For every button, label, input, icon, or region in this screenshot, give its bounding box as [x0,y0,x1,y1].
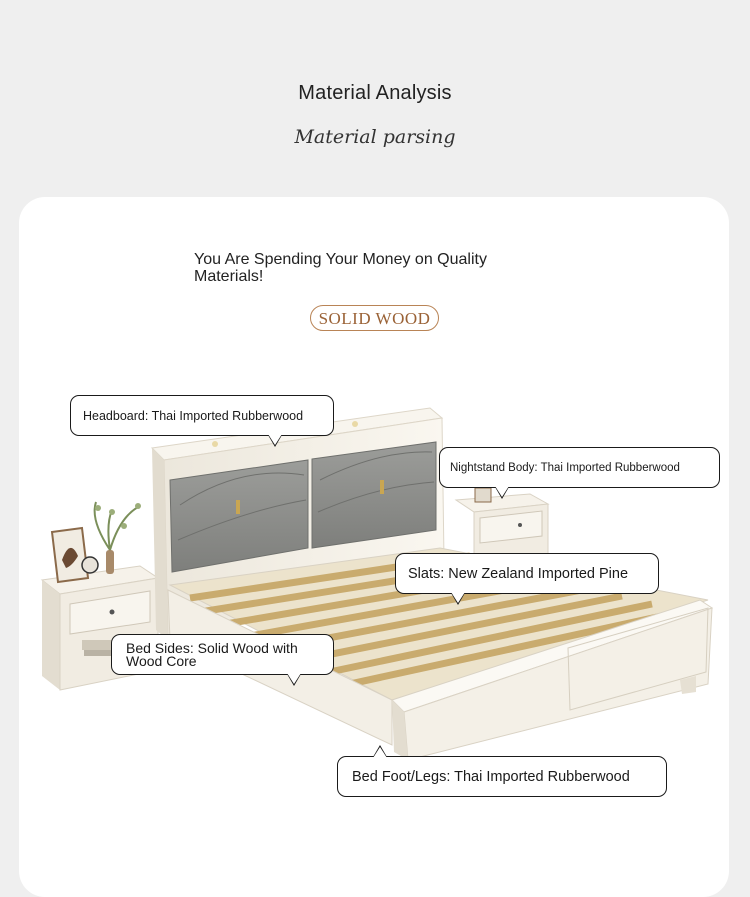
callout-headboard-text: Headboard: Thai Imported Rubberwood [83,408,304,423]
callout-nightstand-text: Nightstand Body: Thai Imported Rubberwood [450,461,680,474]
callout-bed-sides-text: Bed Sides: Solid Wood with Wood Core [126,639,298,669]
callout-headboard [70,395,334,436]
callout-slats-text: Slats: New Zealand Imported Pine [408,565,629,582]
callout-bed-sides [111,634,334,675]
section-headline: You Are Spending Your Money on Quality Materials! [194,251,487,285]
solid-wood-badge: SOLID WOOD [310,305,439,331]
page-subtitle: Material parsing [294,126,456,148]
callout-bed-foot-text: Bed Foot/Legs: Thai Imported Rubberwood [352,768,630,785]
callout-slats [395,553,659,594]
callout-nightstand [439,447,720,488]
page-title: Material Analysis [298,82,452,104]
callout-bed-foot [337,756,667,797]
